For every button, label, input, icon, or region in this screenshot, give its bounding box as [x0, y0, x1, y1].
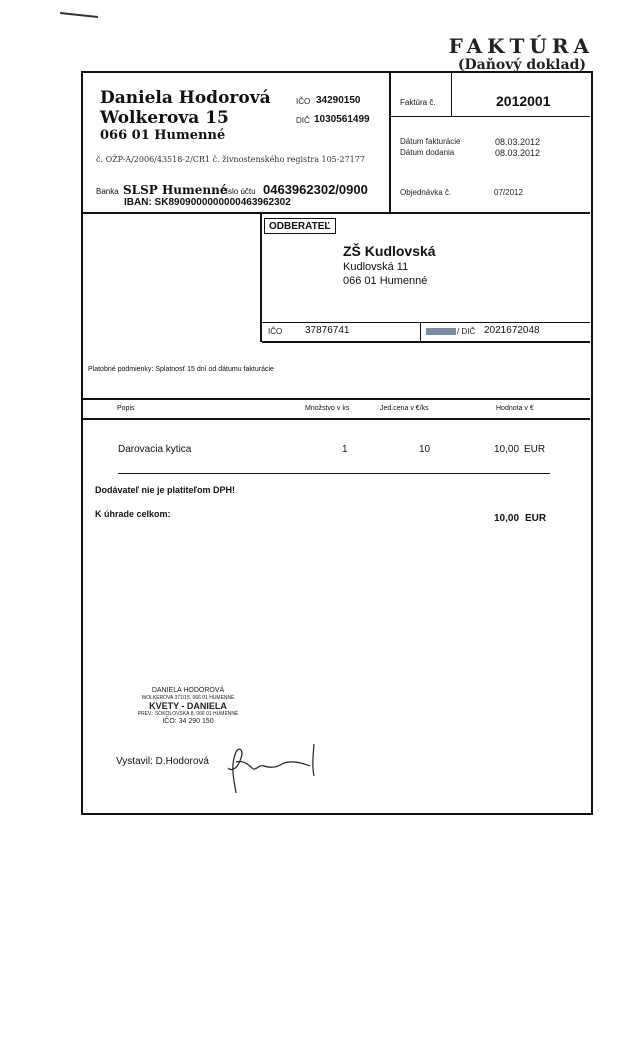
header-quantity: Množstvo v ks	[305, 405, 350, 412]
header-unit-price: Jed.cena v €/ks	[380, 405, 429, 412]
order-label: Objednávka č.	[400, 188, 452, 197]
issue-date-label: Dátum fakturácie	[400, 137, 461, 146]
customer-ico: 37876741	[305, 325, 350, 336]
invoice-number-label: Faktúra č.	[400, 98, 436, 107]
bank-label: Banka	[96, 187, 119, 196]
account-label: Číslo účtu	[220, 187, 256, 196]
supplier-registration: č. OŽP-A/2006/43518-2/CR1 č. živnostenského registra 105-27177	[96, 155, 365, 164]
delivery-date-label: Dátum dodania	[400, 148, 455, 157]
customer-dic: 2021672048	[484, 325, 540, 336]
invoice-number-rule	[391, 116, 590, 117]
customer-id-divider	[420, 322, 421, 342]
total-currency: EUR	[525, 513, 547, 524]
delivery-date: 08.03.2012	[495, 148, 541, 158]
customer-id-rule	[262, 322, 590, 323]
row-description: Darovacia kytica	[118, 444, 192, 455]
customer-ico-label: IČO	[268, 327, 283, 336]
document-subtitle: (Daňový doklad)	[457, 57, 586, 73]
row-value: 10,00	[494, 444, 520, 455]
supplier-dic: 1030561499	[314, 114, 370, 125]
customer-bottom-rule	[262, 341, 590, 343]
iban: IBAN: SK8909000000000463962302	[124, 197, 291, 208]
header-value: Hodnota v €	[496, 405, 534, 412]
pen-mark	[60, 12, 98, 18]
supplier-name: Daniela Hodorová	[100, 88, 271, 108]
invoice-number: 2012001	[496, 93, 551, 109]
stamp-line-2: WOLKEROVA 371/15, 066 01 HUMENNÉ	[141, 695, 235, 701]
stamp-line-5: IČO: 34 290 150	[162, 718, 214, 725]
table-header-rule	[83, 418, 590, 420]
header-divider	[389, 73, 391, 213]
total-label: K úhrade celkom:	[95, 509, 171, 519]
issued-by: Vystavil: D.Hodorová	[116, 756, 209, 767]
stamp-line-3: KVETY - DANIELA	[149, 701, 227, 711]
payment-terms: Platobné podmienky: Splatnosť 15 dní od dátumu fakturácie	[88, 366, 274, 373]
customer-section-label: ODBERATEĽ	[264, 218, 336, 234]
issue-date: 08.03.2012	[495, 137, 541, 147]
total-value: 10,00	[494, 513, 520, 524]
customer-street: Kudlovská 11	[343, 261, 409, 273]
row-unit-price: 10	[419, 444, 431, 455]
signature	[218, 738, 328, 800]
supplier-city: 066 01 Humenné	[100, 128, 226, 143]
supplier-street: Wolkerova 15	[100, 108, 229, 128]
row-quantity: 1	[342, 444, 348, 455]
customer-city: 066 01 Humenné	[343, 275, 428, 287]
items-separator	[118, 473, 550, 474]
vat-note: Dodávateľ nie je platiteľom DPH!	[95, 485, 235, 495]
order-number: 07/2012	[494, 188, 523, 197]
document-title: FAKTÚRA	[448, 34, 594, 58]
supplier-ico-label: IČO	[296, 97, 311, 106]
redaction-mark	[426, 328, 456, 335]
table-top-rule	[83, 398, 590, 400]
customer-name: ZŠ Kudlovská	[343, 243, 436, 259]
customer-dic-label: / DIČ	[457, 327, 476, 336]
header-bottom-rule	[83, 212, 590, 214]
bank-name: SLSP Humenné	[123, 183, 228, 197]
supplier-ico: 34290150	[316, 95, 361, 106]
account-number: 0463962302/0900	[263, 182, 368, 197]
supplier-dic-label: DIČ	[296, 116, 310, 125]
row-currency: EUR	[524, 444, 546, 455]
stamp-line-4: PREV.: SOKOLOVSKÁ 8, 066 01 HUMENNÉ	[137, 711, 239, 717]
stamp-line-1: DANIELA HODOROVÁ	[151, 687, 225, 694]
invoice-number-divider	[451, 73, 452, 117]
header-description: Popis	[117, 405, 135, 412]
